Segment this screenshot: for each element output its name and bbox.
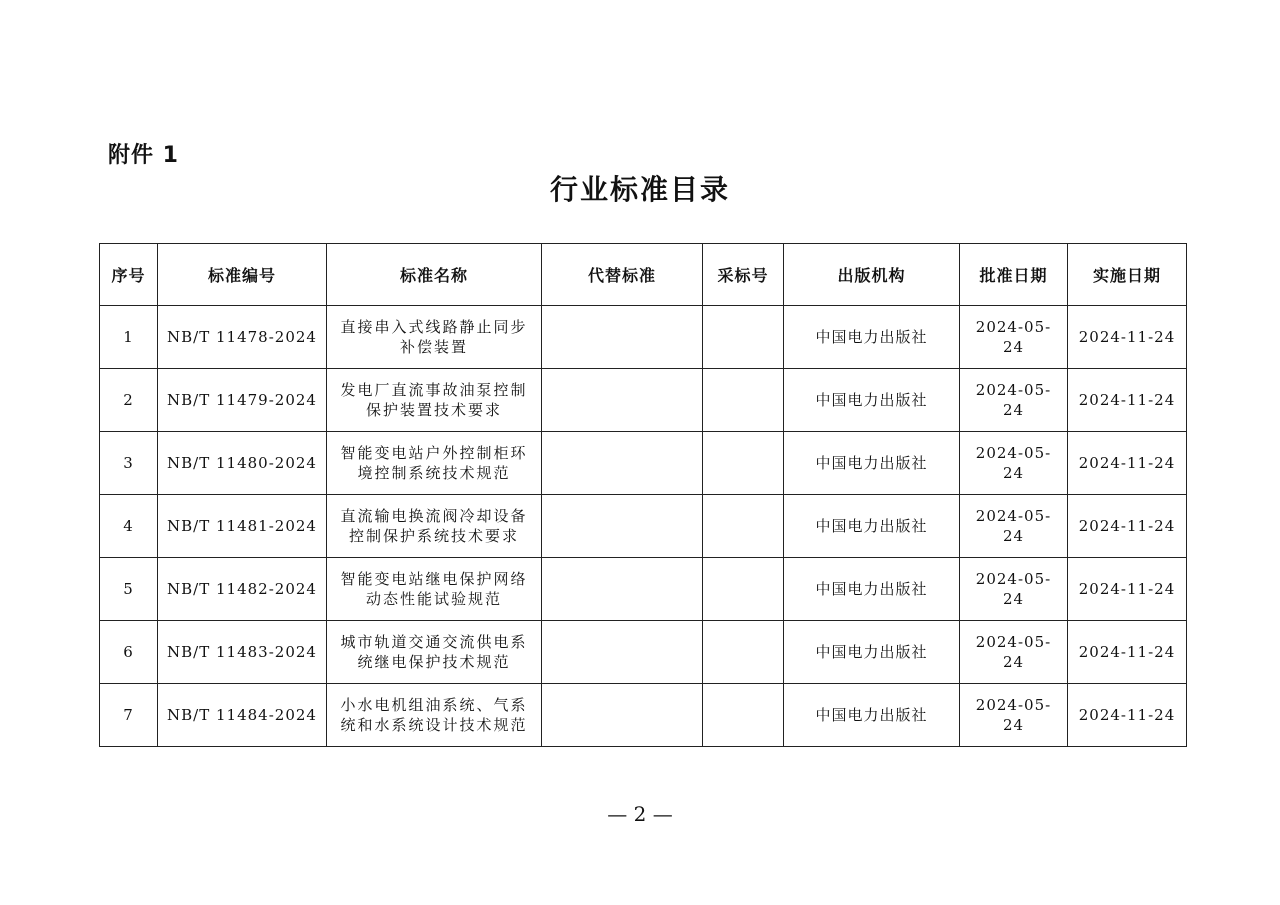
header-effective-date: 实施日期 <box>1068 244 1187 306</box>
cell-replaced <box>542 369 703 432</box>
cell-effective-date: 2024-11-24 <box>1068 306 1187 369</box>
cell-adopted <box>703 684 784 747</box>
cell-publisher: 中国电力出版社 <box>784 495 960 558</box>
cell-effective-date: 2024-11-24 <box>1068 495 1187 558</box>
attachment-label: 附件 1 <box>108 143 179 168</box>
page-title: 行业标准目录 <box>549 173 730 206</box>
cell-replaced <box>542 684 703 747</box>
cell-seq: 7 <box>100 684 158 747</box>
cell-replaced <box>542 306 703 369</box>
cell-effective-date: 2024-11-24 <box>1068 369 1187 432</box>
page-number: — 2 — <box>607 802 673 826</box>
cell-publisher: 中国电力出版社 <box>784 306 960 369</box>
cell-code: NB/T 11484-2024 <box>158 684 327 747</box>
table-row <box>100 369 1187 432</box>
cell-effective-date: 2024-11-24 <box>1068 621 1187 684</box>
cell-replaced <box>542 432 703 495</box>
cell-adopted <box>703 558 784 621</box>
header-seq: 序号 <box>100 244 158 306</box>
cell-approval-date: 2024-05-24 <box>960 621 1068 684</box>
cell-code: NB/T 11483-2024 <box>158 621 327 684</box>
cell-name: 智能变电站继电保护网络动态性能试验规范 <box>327 558 542 621</box>
cell-adopted <box>703 432 784 495</box>
cell-seq: 5 <box>100 558 158 621</box>
cell-code: NB/T 11479-2024 <box>158 369 327 432</box>
cell-adopted <box>703 369 784 432</box>
cell-seq: 2 <box>100 369 158 432</box>
cell-seq: 6 <box>100 621 158 684</box>
table-row <box>100 621 1187 684</box>
table-row <box>100 495 1187 558</box>
cell-name: 智能变电站户外控制柜环境控制系统技术规范 <box>327 432 542 495</box>
cell-adopted <box>703 306 784 369</box>
cell-approval-date: 2024-05-24 <box>960 369 1068 432</box>
cell-seq: 4 <box>100 495 158 558</box>
header-replaced: 代替标准 <box>542 244 703 306</box>
cell-replaced <box>542 621 703 684</box>
header-adopted: 采标号 <box>703 244 784 306</box>
cell-name: 城市轨道交通交流供电系统继电保护技术规范 <box>327 621 542 684</box>
header-approval-date: 批准日期 <box>960 244 1068 306</box>
header-publisher: 出版机构 <box>784 244 960 306</box>
table-row <box>100 558 1187 621</box>
cell-code: NB/T 11478-2024 <box>158 306 327 369</box>
cell-replaced <box>542 558 703 621</box>
cell-name: 直流输电换流阀冷却设备控制保护系统技术要求 <box>327 495 542 558</box>
cell-seq: 3 <box>100 432 158 495</box>
cell-publisher: 中国电力出版社 <box>784 684 960 747</box>
cell-approval-date: 2024-05-24 <box>960 306 1068 369</box>
cell-publisher: 中国电力出版社 <box>784 558 960 621</box>
cell-publisher: 中国电力出版社 <box>784 369 960 432</box>
cell-approval-date: 2024-05-24 <box>960 432 1068 495</box>
table-row <box>100 684 1187 747</box>
cell-publisher: 中国电力出版社 <box>784 432 960 495</box>
cell-name: 发电厂直流事故油泵控制保护装置技术要求 <box>327 369 542 432</box>
cell-publisher: 中国电力出版社 <box>784 621 960 684</box>
cell-name: 直接串入式线路静止同步补偿装置 <box>327 306 542 369</box>
cell-name: 小水电机组油系统、气系统和水系统设计技术规范 <box>327 684 542 747</box>
cell-effective-date: 2024-11-24 <box>1068 684 1187 747</box>
cell-adopted <box>703 495 784 558</box>
cell-replaced <box>542 495 703 558</box>
cell-effective-date: 2024-11-24 <box>1068 432 1187 495</box>
header-name: 标准名称 <box>327 244 542 306</box>
cell-seq: 1 <box>100 306 158 369</box>
cell-adopted <box>703 621 784 684</box>
standards-table <box>99 243 1187 747</box>
table-row <box>100 306 1187 369</box>
table-row <box>100 432 1187 495</box>
table-header-row <box>100 244 1187 306</box>
cell-effective-date: 2024-11-24 <box>1068 558 1187 621</box>
cell-approval-date: 2024-05-24 <box>960 558 1068 621</box>
cell-code: NB/T 11482-2024 <box>158 558 327 621</box>
cell-approval-date: 2024-05-24 <box>960 495 1068 558</box>
header-code: 标准编号 <box>158 244 327 306</box>
cell-code: NB/T 11480-2024 <box>158 432 327 495</box>
cell-approval-date: 2024-05-24 <box>960 684 1068 747</box>
cell-code: NB/T 11481-2024 <box>158 495 327 558</box>
